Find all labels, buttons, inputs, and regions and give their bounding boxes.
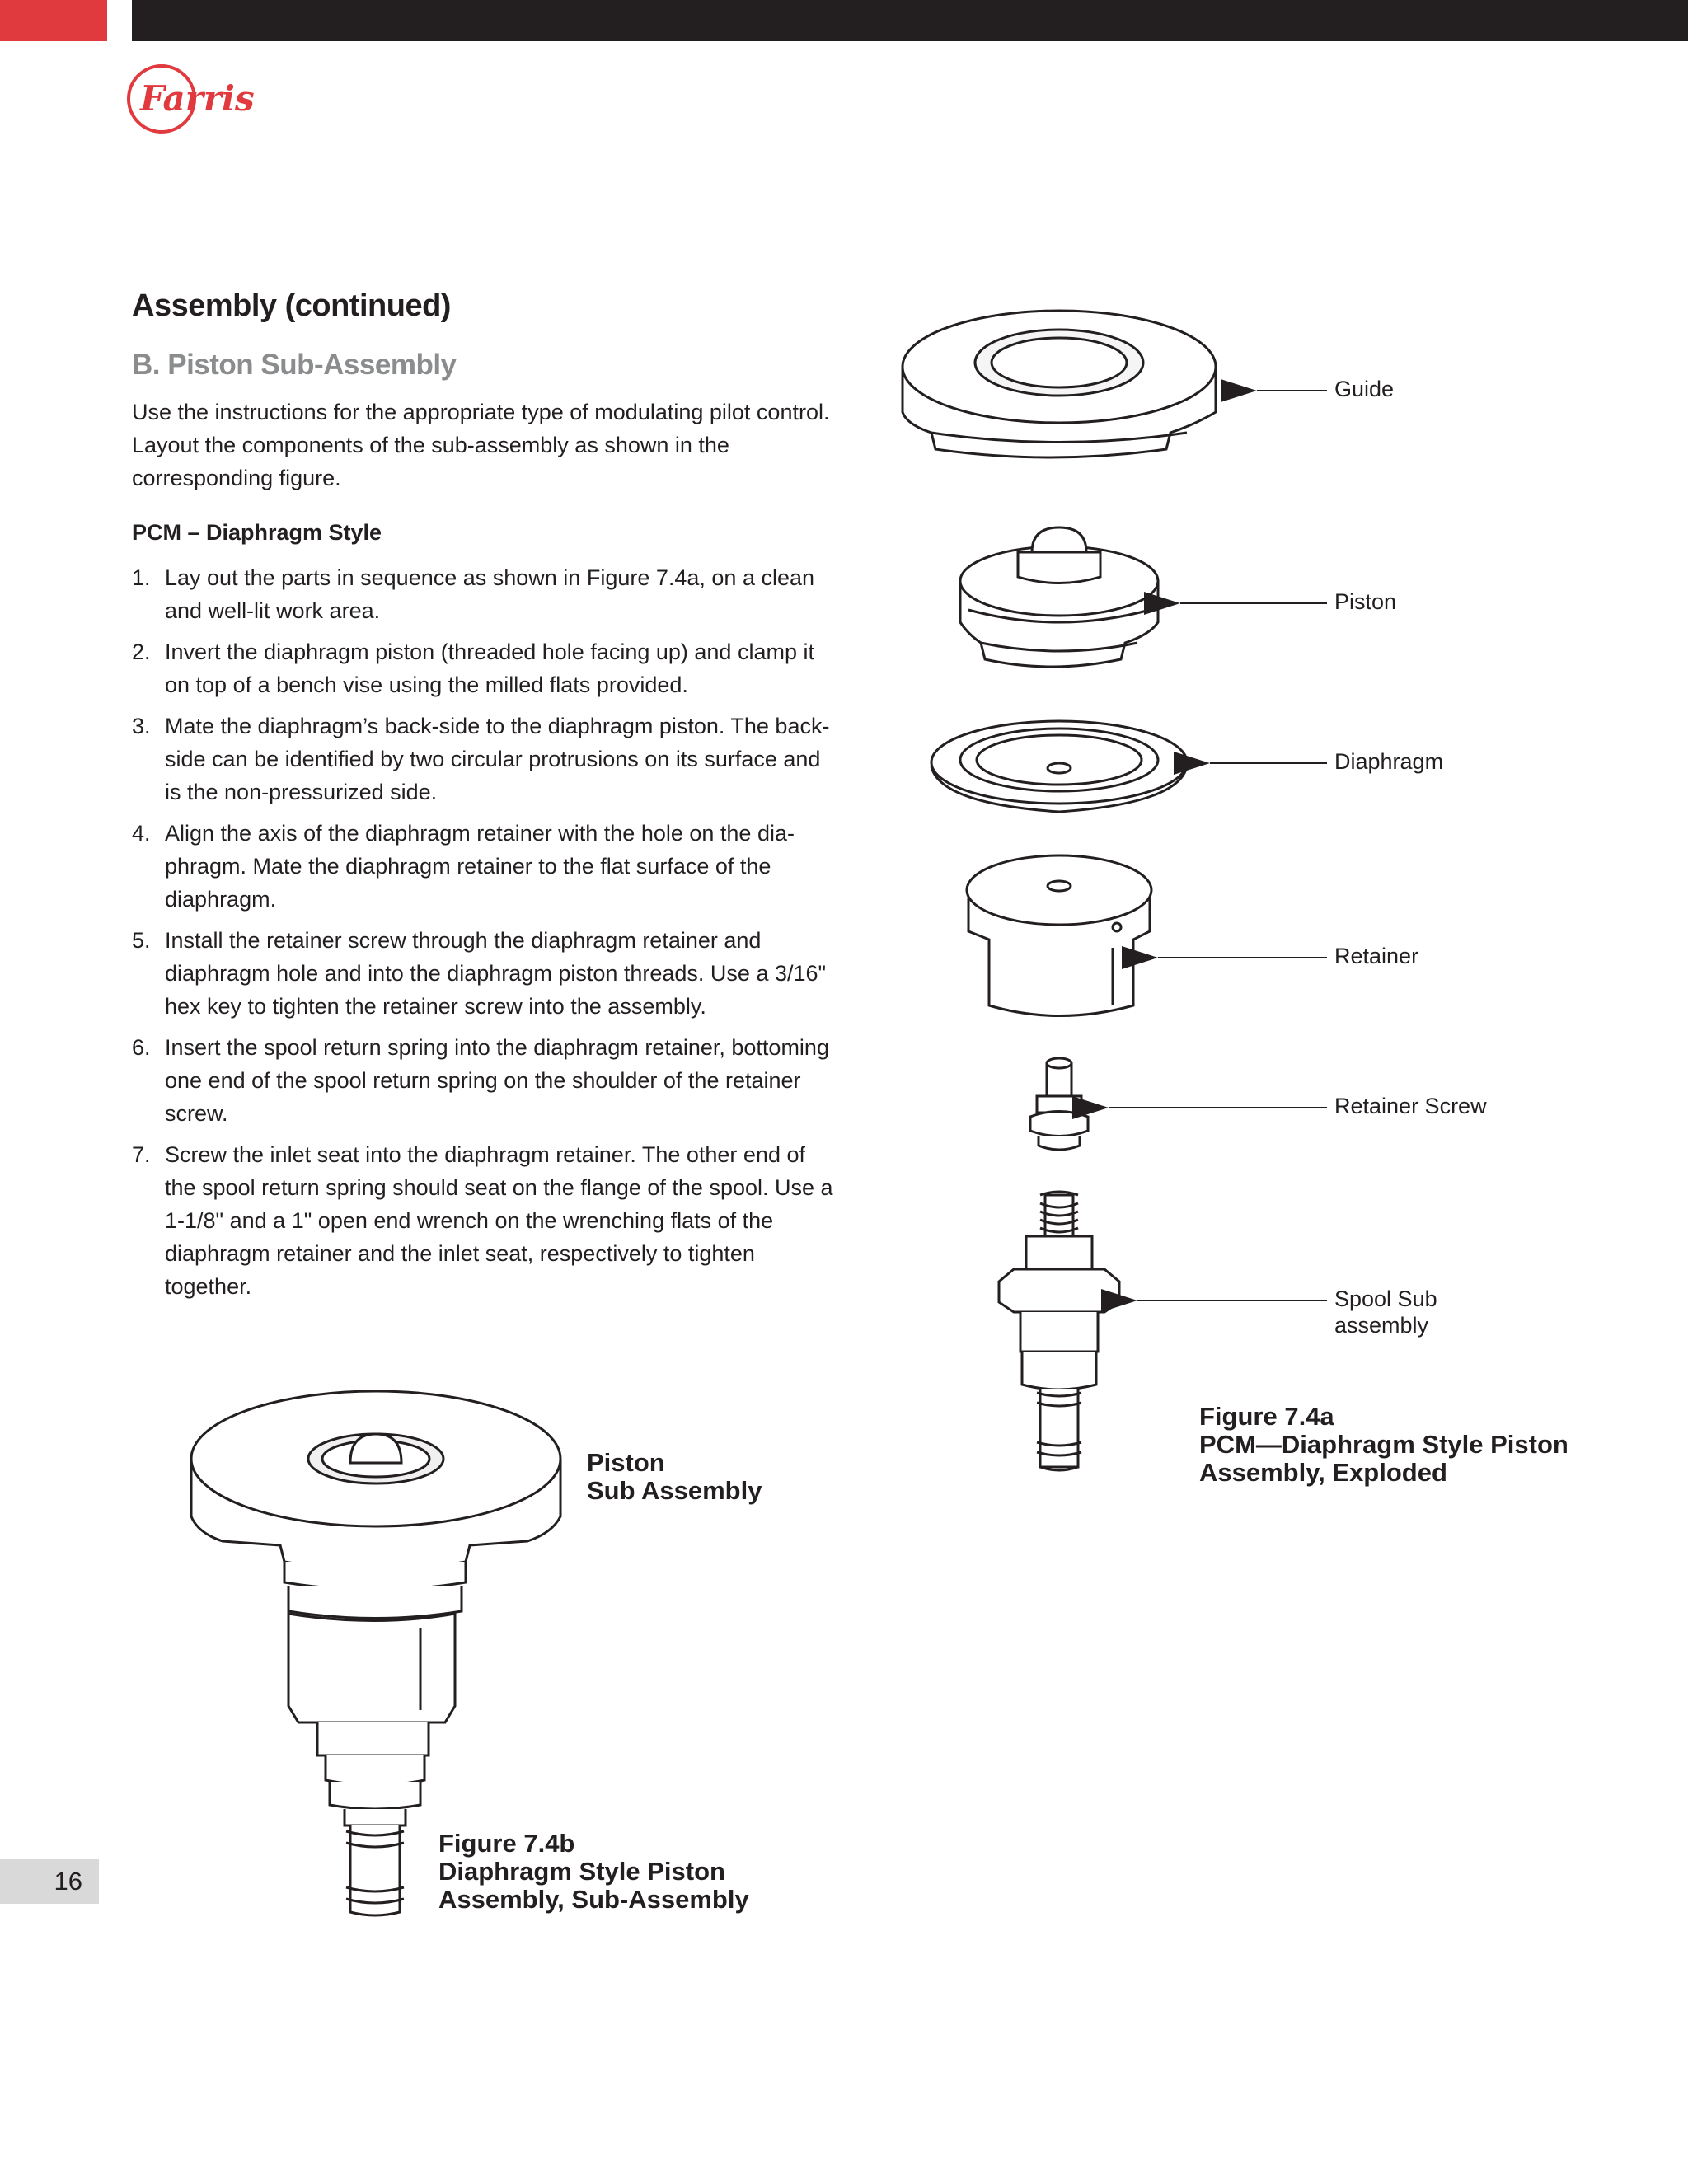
subsection-title: B. Piston Sub-Assembly [132, 349, 457, 381]
piston-part [960, 527, 1158, 667]
page-number: 16 [54, 1867, 82, 1896]
step-item: 6. Insert the spool return spring into the diaphragm retainer, bottoming one end of the spool return spring on the shoulder of the retainer screw. [132, 1035, 829, 1126]
retainer-screw-label: Retainer Screw [1334, 1094, 1487, 1118]
figure-7-4b-caption: Figure 7.4b Diaphragm Style Piston Assembly, Sub-Assembly [438, 1829, 749, 1914]
piston-label: Piston [1334, 589, 1397, 614]
diaphragm-part [931, 721, 1187, 812]
svg-text:Farris: Farris [140, 78, 255, 119]
diaphragm-label: Diaphragm [1334, 749, 1444, 774]
retainer-screw-part [1030, 1058, 1088, 1150]
retainer-part [967, 855, 1151, 1016]
farris-logo [124, 61, 256, 137]
spool-label-line1: Spool Sub [1334, 1286, 1437, 1311]
step-item: 4. Align the axis of the diaphragm retainer with the hole on the dia-phragm. Mate the diaphragm retainer to the flat surface of the diaphragm. [132, 821, 795, 912]
retainer-label: Retainer [1334, 944, 1419, 968]
step-item: 1. Lay out the parts in sequence as shown in Figure 7.4a, on a clean and well-lit work area. [132, 565, 815, 623]
header-bar [132, 0, 1688, 41]
guide-label: Guide [1334, 377, 1395, 401]
step-item: 7. Screw the inlet seat into the diaphragm retainer. The other end of the spool return spring should seat on the flange of the spool. Use a 1-1/8" and a 1" open end wrench on the wrenching flats of the diaphragm retainer and the inlet seat, respectively to tighten together. [132, 1142, 833, 1299]
step-item: 3. Mate the diaphragm’s back-side to the diaphragm piston. The back-side can be identified by two circular protrusions on its surface and is the non-pressurized side. [132, 714, 830, 804]
guide-part [903, 311, 1216, 457]
section-title: Assembly (continued) [132, 288, 451, 323]
assembly-steps-list [132, 561, 841, 1311]
piston-sub-assembly-label: Piston Sub Assembly [587, 1448, 762, 1505]
intro-paragraph: Use the instructions for the appropriate type of modulating pilot control. Layout the components of the sub-assembly as shown in the corresponding figure. [132, 400, 830, 490]
figure-7-4a-caption: Figure 7.4a PCM—Diaphragm Style Piston Assembly, Exploded [1199, 1402, 1568, 1487]
header-red-accent [0, 0, 107, 41]
step-item: 5. Install the retainer screw through the diaphragm retainer and diaphragm hole and into the diaphragm piston threads. Use a 3/16" hex key to tighten the retainer screw into the assembly. [132, 928, 827, 1019]
spool-sub-assembly-part [999, 1192, 1119, 1470]
spool-label-line2: assembly [1334, 1313, 1429, 1338]
step-item: 2. Invert the diaphragm piston (threaded hole facing up) and clamp it on top of a bench vise using the milled flats provided. [132, 640, 814, 697]
pcm-heading: PCM – Diaphragm Style [132, 520, 382, 545]
